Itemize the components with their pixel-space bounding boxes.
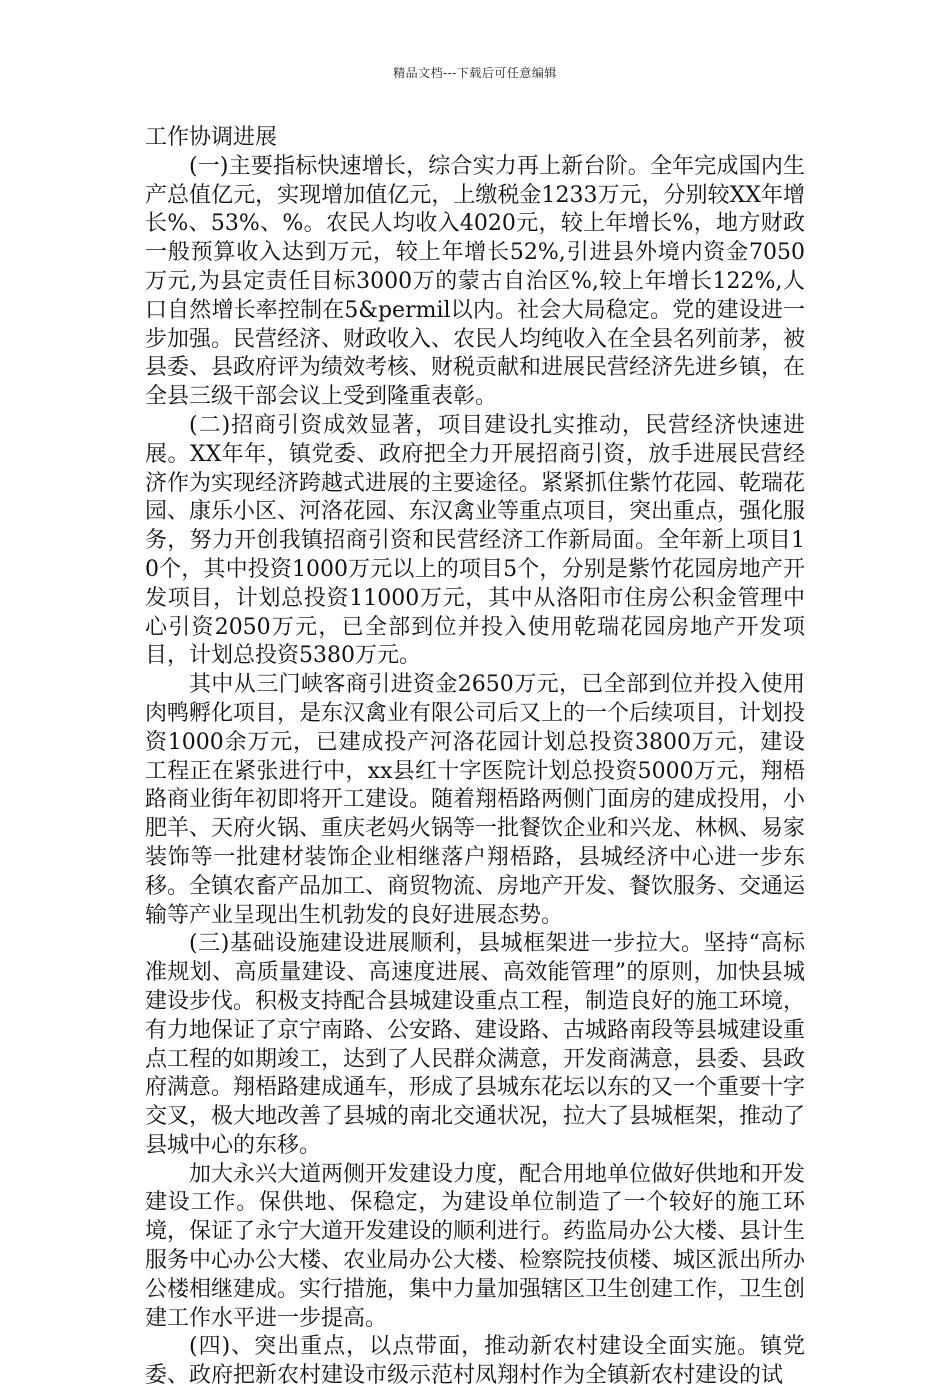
paragraph-projects: 其中从三门峡客商引进资金2650万元，已全部到位并投入使用肉鸭孵化项目，是东汉禽业有限公司后又上的一个后续项目，计划投资1000余万元，已建成投产河洛花园计划总投资3800万元，建设工程正在紧张进行中，xx县红十字医院计划总投资5000万元，翔梧路商业街年初即将开工建设。随着翔梧路两侧门面房的建成投用，小肥羊、天府火锅、重庆老妈火锅等一批餐饮企业和兴龙、林枫、易家装饰等一批建材装饰企业相继落户翔梧路，县城经济中心进一步东移。全镇农畜产品加工、商贸物流、房地产开发、餐饮服务、交通运输等产业呈现出生机勃发的良好进展态势。 — [145, 672, 806, 928]
paragraph-infrastructure: (三)基础设施建设进展顺利，县城框架进一步拉大。坚持“高标准规划、高质量建设、高速度进展、高效能管理”的原则，加快县城建设步伐。积极支持配合县城建设重点工程，制造良好的施工环境，有力地保证了京宁南路、公安路、建设路、古城路南段等县城建设重点工程的如期竣工，达到了人民群众满意，开发商满意，县委、县政府满意。翔梧路建成通车，形成了县城东花坛以东的又一个重要十字交叉，极大地改善了县城的南北交通状况，拉大了县城框架，推动了县城中心的东移。 — [145, 931, 806, 1158]
paragraph-new-countryside: (四)、突出重点，以点带面，推动新农村建设全面实施。镇党委、政府把新农村建设市级示范村凤翔村作为全镇新农村建设的试 — [145, 1334, 805, 1389]
document-body — [145, 124, 805, 1391]
paragraph-yongxing-avenue: 加大永兴大道两侧开发建设力度，配合用地单位做好供地和开发建设工作。保供地、保稳定，为建设单位制造了一个较好的施工环境，保证了永宁大道开发建设的顺利进行。药监局办公大楼、县计生服务中心办公大楼、农业局办公大楼、检察院技侦楼、城区派出所办公楼相继建成。实行措施，集中力量加强辖区卫生创建工作，卫生创建工作水平进一步提高。 — [145, 1161, 806, 1331]
paragraph-main-indicators: (一)主要指标快速增长，综合实力再上新台阶。全年完成国内生产总值亿元，实现增加值亿元，上缴税金1233万元，分别较XX年增长%、53%、%。农民人均收入4020元，较上年增长%，地方财政一般预算收入达到万元，较上年增长52%,引进县外境内资金7050万元,为县定责任目标3000万的蒙古自治区%,较上年增长122%,人口自然增长率控制在5&permil以内。社会大局稳定。党的建设进一步加强。民营经济、财政收入、农民人均纯收入在全县名列前茅，被县委、县政府评为绩效考核、财税贡献和进展民营经济先进乡镇，在全县三级干部会议上受到隆重表彰。 — [145, 153, 806, 410]
paragraph-investment: (二)招商引资成效显著，项目建设扎实推动，民营经济快速进展。XX年年，镇党委、政府把全力开展招商引资，放手进展民营经济作为实现经济跨越式进展的主要途径。紧紧抓住紫竹花园、乾瑞花园、康乐小区、河洛花园、东汉禽业等重点项目，突出重点，强化服务，努力开创我镇招商引资和民营经济工作新局面。全年新上项目10个，其中投资1000万元以上的项目5个，分别是紫竹花园房地产开发项目，计划总投资11000万元，其中从洛阳市住房公积金管理中心引资2050万元，已全部到位并投入使用乾瑞花园房地产开发项目，计划总投资5380万元。 — [145, 412, 806, 669]
page-header: 精品文档---下载后可任意编辑 — [393, 66, 557, 80]
document-title: 工作协调进展 — [145, 125, 278, 150]
